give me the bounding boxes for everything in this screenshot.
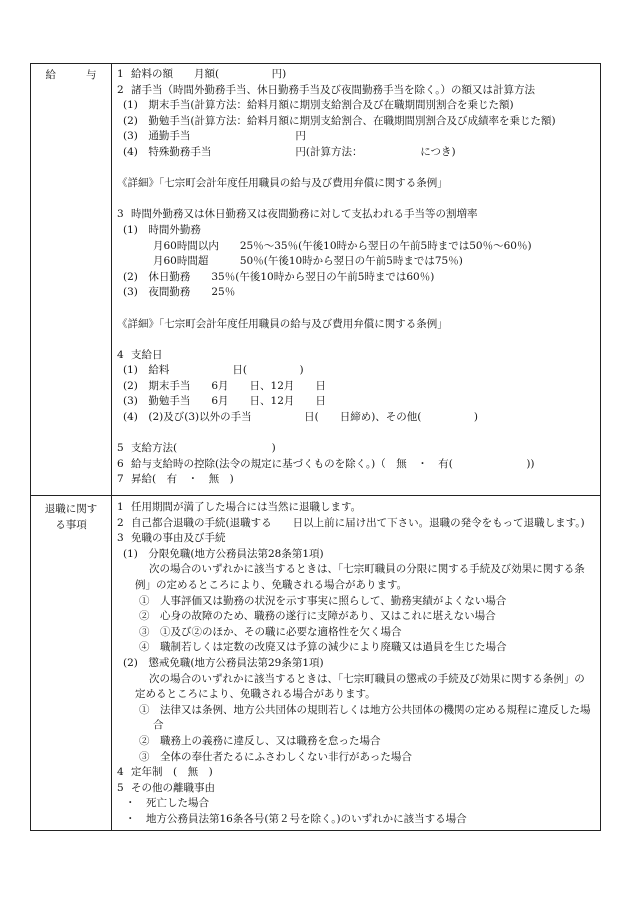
deduction-row xyxy=(117,457,595,473)
salary-amount: 給料の額 月額( 円) xyxy=(131,68,287,80)
spacer xyxy=(117,192,595,208)
term-expiry: 任用期間が満了した場合には当然に退職します。 xyxy=(131,501,362,513)
disciplinary-dismissal-text: 次の場合のいずれかに該当するときは、「七宗町職員の懲戒の手続及び効果に関する条例」の定めるところにより、免職される場合があります。 xyxy=(135,672,585,701)
spacer xyxy=(117,426,595,442)
allowances-row xyxy=(117,83,595,99)
premium-rate-row xyxy=(117,207,595,223)
salary-label-char-2: 与 xyxy=(86,69,97,81)
detail-reference: 《詳細》「七宗町会計年度任用職員の給与及び費用弁償に関する条例」 xyxy=(117,177,448,190)
disciplinary-reason-3: ③ 全体の奉仕者たるにふさわしくない非行があった場合 xyxy=(139,750,412,763)
retirement-label-line-2: る事項 xyxy=(55,518,87,531)
payday-row xyxy=(117,348,595,364)
retirement-label xyxy=(33,502,109,533)
salary-amount-row xyxy=(117,67,595,83)
salary-label xyxy=(33,68,109,84)
status-dismissal-text: 次の場合のいずれかに該当するときは、「七宗町職員の分限に関する手続及び効果に関する条例」の定めるところにより、免職される場合があります。 xyxy=(135,563,585,591)
retirement-label-line-1: 退職に関す xyxy=(44,503,98,515)
spacer xyxy=(117,161,595,177)
retirement-content xyxy=(117,500,595,827)
term-expiry-row xyxy=(117,500,595,516)
special-duty-allowance: (4) 特殊勤務手当 円(計算方法： につき) xyxy=(123,145,456,158)
disciplinary-reason-1: ① 法律又は条例、地方公共団体の規則若しくは地方公共団体の機関の定める規程に違反した場合 xyxy=(139,703,591,732)
item-number: 3 xyxy=(117,208,124,221)
overtime-over-60h: 月60時間超 50％(午後10時から翌日の午前5時までは75％) xyxy=(153,255,463,268)
item-number: 3 xyxy=(117,532,124,545)
status-reason-1: ① 人事評価又は勤務の状況を示す事実に照らして、勤務実績がよくない場合 xyxy=(139,594,507,607)
item-number: 6 xyxy=(117,457,124,470)
salary-label-char-1: 給 xyxy=(45,69,56,81)
payday-bonus: (2) 期末手当 6月 日、12月 日 xyxy=(123,379,326,392)
spacer xyxy=(117,332,595,348)
item-number: 5 xyxy=(117,442,124,455)
item-number: 2 xyxy=(117,516,124,529)
status-reason-3: ③ ①及び②のほか、その職に必要な適格性を欠く場合 xyxy=(139,625,402,638)
detail-reference: 《詳細》「七宗町会計年度任用職員の給与及び費用弁償に関する条例」 xyxy=(117,317,448,330)
overtime-work: (1) 時間外勤務 xyxy=(123,223,201,236)
other-separation-heading: その他の離職事由 xyxy=(131,781,215,794)
row-divider xyxy=(31,495,600,496)
holiday-work: (2) 休日勤務 35％(午後10時から翌日の午前5時までは60％) xyxy=(123,270,435,283)
voluntary-resignation-row xyxy=(117,516,595,532)
item-number: 5 xyxy=(117,781,124,794)
bonus-allowance: (1) 期末手当(計算方法：給料月額に期別支給割合及び在職期間別割合を乗じた額) xyxy=(123,99,514,112)
dismissal-heading: 免職の事由及び手続 xyxy=(131,532,226,545)
night-work: (3) 夜間勤務 25％ xyxy=(123,286,236,299)
deduction: 給与支給時の控除(法令の規定に基づくものを除く。)（ 無 ・ 有( )) xyxy=(131,457,535,470)
diligence-allowance: (2) 勤勉手当(計算方法：給料月額に期別支給割合、在職期間別割合及び成績率を乗じた額) xyxy=(123,114,556,127)
item-number: 1 xyxy=(117,501,124,513)
spacer xyxy=(117,301,595,317)
payday-salary: (1) 給料 日( ) xyxy=(123,364,304,377)
dismissal-row xyxy=(117,531,595,547)
item-number: 2 xyxy=(117,83,124,96)
column-divider xyxy=(111,64,112,830)
item-number: 4 xyxy=(117,348,124,361)
payday-diligence: (3) 勤勉手当 6月 日、12月 日 xyxy=(123,395,326,408)
payment-method-row xyxy=(117,441,595,457)
separation-death: ・ 死亡した場合 xyxy=(125,797,209,810)
pay-raise: 昇給( 有 ・ 無 ) xyxy=(131,473,234,486)
status-reason-2: ② 心身の故障のため、職務の遂行に支障があり、又はこれに堪えない場合 xyxy=(139,610,496,623)
allowances-heading: 諸手当（時間外勤務手当、休日勤務手当及び夜間勤務手当を除く。）の額又は計算方法 xyxy=(131,83,536,96)
pay-raise-row xyxy=(117,472,595,488)
disciplinary-dismissal: (2) 懲戒免職(地方公務員法第29条第1項) xyxy=(123,656,324,669)
premium-rate-heading: 時間外勤務又は休日勤務又は夜間勤務に対して支払われる手当等の割増率 xyxy=(131,208,478,221)
separation-disqualification: ・ 地方公務員法第16条各号(第２号を除く。)のいずれかに該当する場合 xyxy=(125,812,467,825)
status-dismissal: (1) 分限免職(地方公務員法第28条第1項) xyxy=(123,547,324,560)
item-number: 7 xyxy=(117,473,124,486)
item-number: 4 xyxy=(117,766,124,779)
other-separation-row xyxy=(117,781,595,797)
retirement-age: 定年制 ( 無 ) xyxy=(131,766,213,779)
overtime-within-60h: 月60時間以内 25％～35％(午後10時から翌日の午前5時までは50％～60％) xyxy=(153,239,532,252)
contract-table xyxy=(30,63,601,831)
payment-method: 支給方法( ) xyxy=(131,442,276,455)
item-number: 1 xyxy=(117,68,124,80)
retirement-age-row xyxy=(117,765,595,781)
payday-other: (4) (2)及び(3)以外の手当 日( 日締め)、その他( ) xyxy=(123,411,479,424)
commuting-allowance: (3) 通勤手当 円 xyxy=(123,130,306,143)
payday-heading: 支給日 xyxy=(131,348,163,361)
voluntary-resignation: 自己都合退職の手続(退職する 日以上前に届け出て下さい。退職の発令をもって退職します。) xyxy=(131,516,585,529)
status-reason-4: ④ 職制若しくは定数の改廃又は予算の減少により廃職又は過員を生じた場合 xyxy=(139,641,507,654)
salary-content xyxy=(117,67,595,488)
disciplinary-reason-2: ② 職務上の義務に違反し、又は職務を怠った場合 xyxy=(139,734,381,747)
